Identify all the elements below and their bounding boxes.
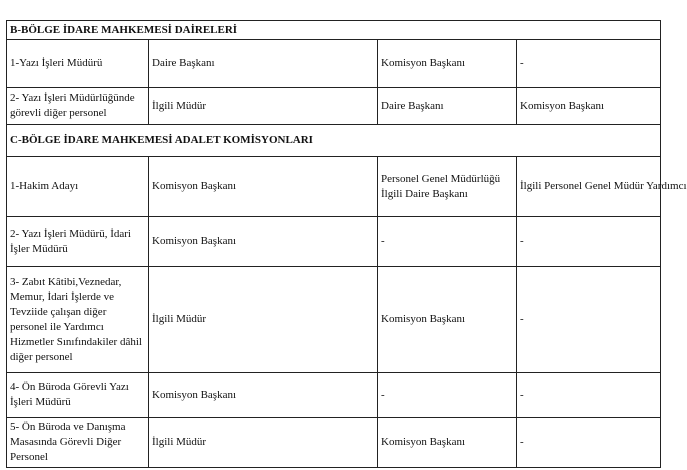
position-cell: 2- Yazı İşleri Müdürlüğünde görevli diğer personel bbox=[7, 88, 149, 125]
section-heading-b: B-BÖLGE İDARE MAHKEMESİ DAİRELERİ bbox=[7, 21, 661, 40]
authority-3-cell: - bbox=[517, 217, 661, 267]
table-row bbox=[7, 217, 661, 267]
authority-1-cell: İlgili Müdür bbox=[149, 267, 378, 373]
authority-1-cell: Komisyon Başkanı bbox=[149, 373, 378, 418]
authority-2-cell: - bbox=[378, 373, 517, 418]
authority-1-cell: Komisyon Başkanı bbox=[149, 217, 378, 267]
table-row bbox=[7, 88, 661, 125]
authority-3-cell: İlgili Personel Genel Müdür Yardımcı bbox=[517, 157, 661, 217]
position-cell: 1-Hakim Adayı bbox=[7, 157, 149, 217]
section-heading-c: C-BÖLGE İDARE MAHKEMESİ ADALET KOMİSYONLARI bbox=[7, 125, 661, 157]
position-cell: 3- Zabıt Kâtibi,Veznedar, Memur, İdari İşlerde ve Tevziide çalışan diğer personel ile Yardımcı Hizmetler Sınıfındakiler dâhil diğer personel bbox=[7, 267, 149, 373]
authority-3-cell: - bbox=[517, 373, 661, 418]
authority-2-cell: Komisyon Başkanı bbox=[378, 418, 517, 468]
authority-2-cell: - bbox=[378, 217, 517, 267]
authority-2-cell: Komisyon Başkanı bbox=[378, 40, 517, 88]
table-row bbox=[7, 418, 661, 468]
table-row bbox=[7, 40, 661, 88]
authority-3-cell: - bbox=[517, 267, 661, 373]
table-row bbox=[7, 373, 661, 418]
authority-1-cell: Komisyon Başkanı bbox=[149, 157, 378, 217]
authority-2-cell: Komisyon Başkanı bbox=[378, 267, 517, 373]
position-cell: 4- Ön Büroda Görevli Yazı İşleri Müdürü bbox=[7, 373, 149, 418]
authority-table-page bbox=[6, 20, 687, 468]
table-row bbox=[7, 157, 661, 217]
authority-2-cell: Daire Başkanı bbox=[378, 88, 517, 125]
authority-table bbox=[6, 20, 687, 468]
authority-1-cell: İlgili Müdür bbox=[149, 418, 378, 468]
authority-1-cell: İlgili Müdür bbox=[149, 88, 378, 125]
position-cell: 1-Yazı İşleri Müdürü bbox=[7, 40, 149, 88]
section-heading-row bbox=[7, 21, 661, 40]
position-cell: 5- Ön Büroda ve Danışma Masasında Görevli Diğer Personel bbox=[7, 418, 149, 468]
authority-2-cell: Personel Genel Müdürlüğü İlgili Daire Başkanı bbox=[378, 157, 517, 217]
section-heading-row bbox=[7, 125, 661, 157]
authority-3-cell: - bbox=[517, 40, 661, 88]
authority-3-cell: - bbox=[517, 418, 661, 468]
position-cell: 2- Yazı İşleri Müdürü, İdari İşler Müdürü bbox=[7, 217, 149, 267]
table-row bbox=[7, 267, 661, 373]
authority-3-cell: Komisyon Başkanı bbox=[517, 88, 661, 125]
authority-1-cell: Daire Başkanı bbox=[149, 40, 378, 88]
